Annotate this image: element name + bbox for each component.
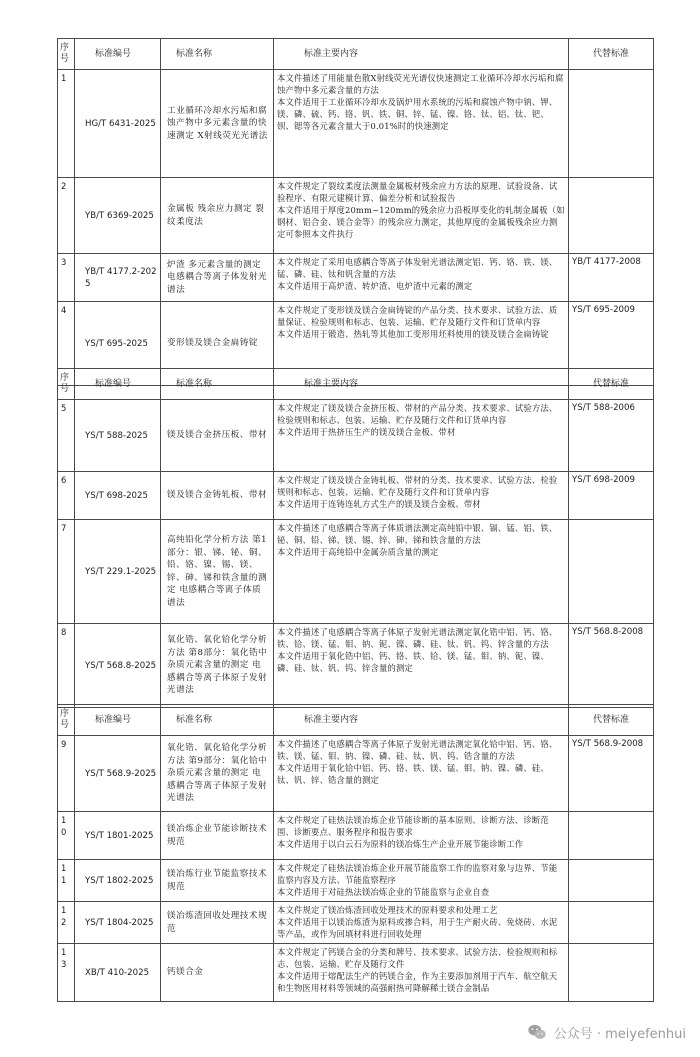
table-row <box>58 944 654 1002</box>
header-content: 标准主要内容 <box>274 369 569 400</box>
standard-code: YS/T 1804-2025 <box>75 902 161 944</box>
standard-name: 炉渣 多元素含量的测定 电感耦合等离子体发射光谱法 <box>161 254 274 302</box>
standard-content: 本文件规定了镁冶炼渣回收处理技术的原料要求和处理工艺 本文件适用于以镁冶炼渣为原料或掺合料，用于生产耐火砖、免烧砖、水泥等产品，或作为回填材料进行回收处理 <box>274 902 569 944</box>
standard-name: 金属板 残余应力测定 裂纹柔度法 <box>161 178 274 254</box>
replaced-standard <box>569 520 654 624</box>
standard-name: 氧化锆、氧化铪化学分析方法 第8部分：氧化锆中杂质元素含量的测定 电感耦合等离子体原子发射光谱法 <box>161 624 274 708</box>
standard-name: 镁及镁合金铸轧板、带材 <box>161 472 274 520</box>
watermark-text: 公众号 · meiyefenhui <box>553 1026 686 1042</box>
standard-content: 本文件规定了采用电感耦合等离子体发射光谱法测定铝、钙、铬、铁、镁、锰、磷、硅、钛和钒含量的方法 本文件适用于高炉渣、转炉渣、电炉渣中元素的测定 <box>274 254 569 302</box>
standard-code: YB/T 6369-2025 <box>75 178 161 254</box>
header-code: 标准编号 <box>75 369 161 400</box>
standard-content: 本文件规定了裂纹柔度法测量金属板材残余应力方法的原理、试验设备、试验程序、有限元建模计算、偏差分析和试验报告 本文件适用于厚度20mm~120mm的残余应力沿板厚变化的轧制金属板（如钢材、铝合金、镁合金等）的残余应力测定，其他厚度的金属板残余应力测定可参照本文件执行 <box>274 178 569 254</box>
standard-name: 镁冶炼渣回收处理技术规范 <box>161 902 274 944</box>
header-content: 标准主要内容 <box>274 705 569 736</box>
table-row <box>58 736 654 812</box>
table-row <box>58 472 654 520</box>
replaced-standard: YB/T 4177-2008 <box>569 254 654 302</box>
standard-content: 本文件描述了用能量色散X射线荧光光谱仪快速测定工业循环冷却水污垢和腐蚀产物中多元素含量的方法 本文件适用于工业循环冷却水及锅炉用水系统的污垢和腐蚀产物中钠、钾、镁、磷、硫、钙、铬、钒、铁、铜、锌、锰、镍、铬、钛、铝、钛、钯、钡、锶等各元素含量大于0.01%时的快速测定 <box>274 70 569 178</box>
standard-content: 本文件规定了变形镁及镁合金扁铸锭的产品分类、技术要求、试验方法、质量保证、检验规则和标志、包装、运输、贮存及随行文件和订货单内容 本文件适用于锻造、热轧等其他加工变形用坯料使用的镁及镁合金扁铸锭 <box>274 302 569 386</box>
table-row <box>58 860 654 902</box>
standard-code: YS/T 568.8-2025 <box>75 624 161 708</box>
standards-table-3 <box>57 704 654 1002</box>
standard-content: 本文件规定了镁及镁合金挤压板、带材的产品分类、技术要求、试验方法、检验规则和标志、包装、运输、贮存及随行文件和订货单内容 本文件适用于热挤压生产的镁及镁合金板、带材 <box>274 400 569 472</box>
table-row <box>58 624 654 708</box>
replaced-standard <box>569 860 654 902</box>
standard-code: XB/T 410-2025 <box>75 944 161 1002</box>
replaced-standard: YS/T 695-2009 <box>569 302 654 386</box>
row-number: 2 <box>58 178 75 254</box>
header-replaced: 代替标准 <box>569 369 654 400</box>
table-row <box>58 400 654 472</box>
standard-name: 镁冶炼企业节能诊断技术规范 <box>161 812 274 860</box>
header-row <box>58 705 654 736</box>
table-row <box>58 902 654 944</box>
replaced-standard <box>569 178 654 254</box>
row-number: 6 <box>58 472 75 520</box>
header-replaced: 代替标准 <box>569 39 654 70</box>
header-code: 标准编号 <box>75 39 161 70</box>
row-number: 8 <box>58 624 75 708</box>
table-row <box>58 70 654 178</box>
header-replaced: 代替标准 <box>569 705 654 736</box>
standard-code: YS/T 695-2025 <box>75 302 161 386</box>
table-row <box>58 812 654 860</box>
standard-name: 变形镁及镁合金扁铸锭 <box>161 302 274 386</box>
row-number: 11 <box>58 860 75 902</box>
row-number: 9 <box>58 736 75 812</box>
row-number: 12 <box>58 902 75 944</box>
standard-name: 工业循环冷却水污垢和腐蚀产物中多元素含量的快速测定 X射线荧光光谱法 <box>161 70 274 178</box>
standard-code: YS/T 229.1-2025 <box>75 520 161 624</box>
standard-code: HG/T 6431-2025 <box>75 70 161 178</box>
standard-code: YS/T 588-2025 <box>75 400 161 472</box>
standard-code: YS/T 568.9-2025 <box>75 736 161 812</box>
row-number: 5 <box>58 400 75 472</box>
header-name: 标准名称 <box>161 369 274 400</box>
replaced-standard: YS/T 568.9-2008 <box>569 736 654 812</box>
header-name: 标准名称 <box>161 705 274 736</box>
standard-code: YS/T 1802-2025 <box>75 860 161 902</box>
standard-name: 镁冶炼行业节能监察技术规范 <box>161 860 274 902</box>
header-content: 标准主要内容 <box>274 39 569 70</box>
header-no: 序号 <box>58 39 75 70</box>
replaced-standard <box>569 944 654 1002</box>
table-row <box>58 254 654 302</box>
replaced-standard <box>569 70 654 178</box>
standards-table-2 <box>57 368 654 708</box>
standard-content: 本文件描述了电感耦合等离子体原子发射光谱法测定氧化锆中铝、钙、铬、铁、铪、镁、锰、钼、钠、铌、镍、磷、硅、钛、钒、钨、锌含量的方法 本文件适用于氧化锆中铝、钙、铬、铁、铪、镁、锰、钼、钠、铌、镍、磷、硅、钛、钒、钨、锌含量的测定 <box>274 624 569 708</box>
header-name: 标准名称 <box>161 39 274 70</box>
row-number: 10 <box>58 812 75 860</box>
standard-name: 高纯铅化学分析方法 第1部分：银、锑、铋、铜、铅、铬、镍、锡、镁、锌、砷、锑和铁含量的测定 电感耦合等离子体质谱法 <box>161 520 274 624</box>
replaced-standard: YS/T 568.8-2008 <box>569 624 654 708</box>
standards-table-1 <box>57 38 654 386</box>
standard-name: 钙镁合金 <box>161 944 274 1002</box>
header-no: 序号 <box>58 369 75 400</box>
standard-content: 本文件规定了钙镁合金的分类和牌号、技术要求、试验方法、检验规则和标志、包装、运输、贮存及随行文件 本文件适用于熔配法生产的钙镁合金，作为主要添加剂用于汽车、航空航天和生物医用材料等领域的高强耐热可降解稀土镁合金制品 <box>274 944 569 1002</box>
replaced-standard: YS/T 698-2009 <box>569 472 654 520</box>
row-number: 1 <box>58 70 75 178</box>
table-body <box>58 39 654 386</box>
wechat-icon <box>526 1021 548 1043</box>
standard-content: 本文件规定了镁及镁合金铸轧板、带材的分类、技术要求、试验方法、检验规则和标志、包装、运输、贮存及随行文件和订货单内容 本文件适用于连铸连轧方式生产的镁及镁合金板、带材 <box>274 472 569 520</box>
standard-content: 本文件规定了硅热法镁冶炼企业开展节能监察工作的监察对象与边界、节能监察内容及方法、节能监察程序 本文件适用于对硅热法镁冶炼企业的节能监察与企业自查 <box>274 860 569 902</box>
header-no: 序号 <box>58 705 75 736</box>
header-code: 标准编号 <box>75 705 161 736</box>
standard-content: 本文件描述了电感耦合等离子体原子发射光谱法测定氧化铪中铝、钙、铬、铁、镁、锰、钼、钠、镍、磷、硅、钛、钒、钨、锆含量的方法 本文件适用于氧化铪中铝、钙、铬、铁、镁、锰、钼、钠、镍、磷、硅、钛、钒、锌、锆含量的测定 <box>274 736 569 812</box>
standard-code: YS/T 1801-2025 <box>75 812 161 860</box>
row-number: 7 <box>58 520 75 624</box>
table-body <box>58 705 654 1002</box>
table-body <box>58 369 654 708</box>
standard-content: 本文件描述了电感耦合等离子体质谱法测定高纯铅中银、镉、锰、铝、铁、铋、铜、铅、锑、镁、锡、锌、砷、锑和铁含量的方法 本文件适用于高纯铅中金属杂质含量的测定 <box>274 520 569 624</box>
header-row <box>58 369 654 400</box>
header-row <box>58 39 654 70</box>
row-number: 13 <box>58 944 75 1002</box>
table-row <box>58 178 654 254</box>
replaced-standard <box>569 812 654 860</box>
replaced-standard: YS/T 588-2006 <box>569 400 654 472</box>
standard-name: 氧化锆、氧化铪化学分析方法 第9部分：氧化铪中杂质元素含量的测定 电感耦合等离子体原子发射光谱法 <box>161 736 274 812</box>
replaced-standard <box>569 902 654 944</box>
row-number: 3 <box>58 254 75 302</box>
table-row <box>58 520 654 624</box>
standard-code: YB/T 4177.2-2025 <box>75 254 161 302</box>
row-number: 4 <box>58 302 75 386</box>
watermark <box>526 1021 686 1043</box>
standard-content: 本文件规定了硅热法镁冶炼企业节能诊断的基本原则、诊断方法、诊断范围、诊断要点、服务程序和报告要求 本文件适用于以白云石为原料的镁冶炼生产企业开展节能诊断工作 <box>274 812 569 860</box>
standard-code: YS/T 698-2025 <box>75 472 161 520</box>
standard-name: 镁及镁合金挤压板、带材 <box>161 400 274 472</box>
